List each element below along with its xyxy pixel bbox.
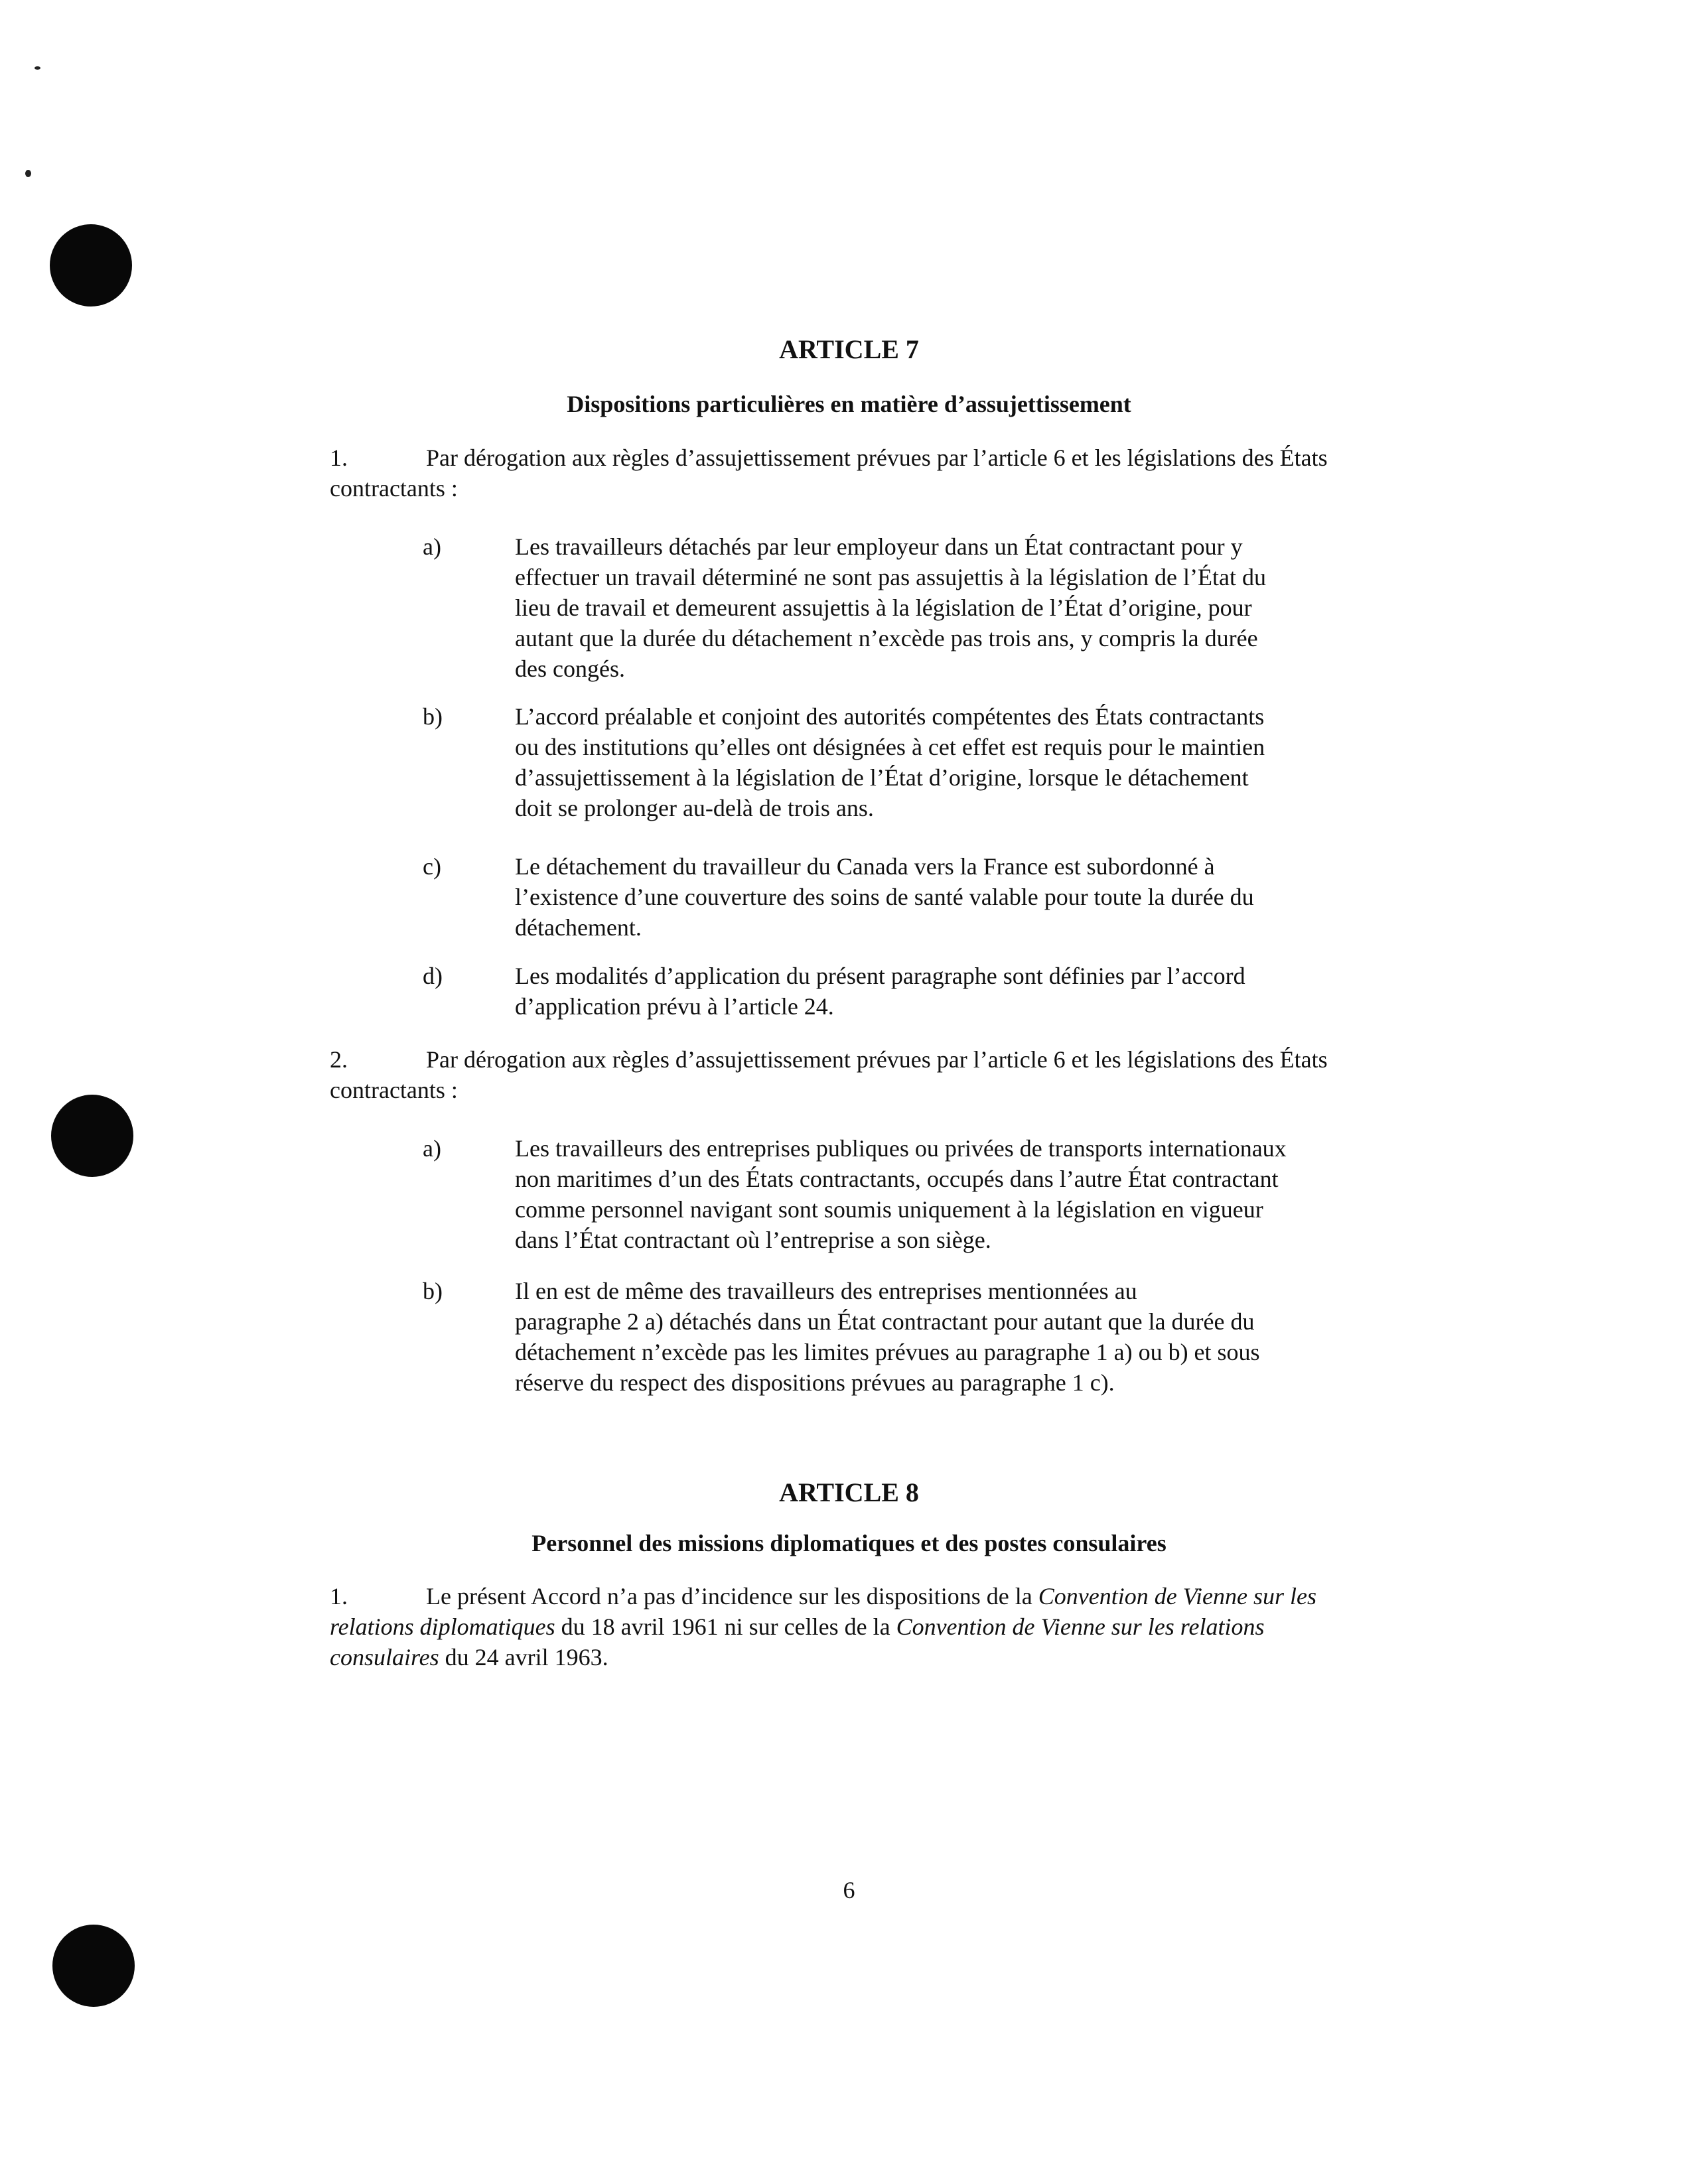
text-line: Les modalités d’application du présent paragraphe sont définies par l’accord (515, 963, 1245, 989)
text-line: L’accord préalable et conjoint des autorités compétentes des États contractants (515, 703, 1265, 730)
text-line: Les travailleurs des entreprises publiques ou privées de transports internationaux (515, 1135, 1287, 1162)
punch-hole-top (50, 224, 132, 307)
text-line: lieu de travail et demeurent assujettis à la législation de l’État d’origine, pour (515, 594, 1252, 621)
item-text (515, 961, 1378, 1022)
paragraph-text-part: du 18 avril 1961 ni sur celles de la (555, 1613, 896, 1640)
article-8-title: ARTICLE 8 (779, 1477, 919, 1507)
paragraph-number: 2. (330, 1046, 348, 1073)
text-line: autant que la durée du détachement n’excède pas trois ans, y compris la durée (515, 625, 1258, 651)
text-line: ou des institutions qu’elles ont désignées à cet effet est requis pour le maintien (515, 734, 1265, 760)
paragraph-text: Par dérogation aux règles d’assujettissement prévues par l’article 6 et les législations des États contractants : (330, 444, 1328, 502)
item-text (515, 851, 1378, 943)
text-line: détachement n’excède pas les limites prévues au paragraphe 1 a) ou b) et sous (515, 1339, 1260, 1365)
item-text (515, 531, 1378, 684)
text-line: doit se prolonger au-delà de trois ans. (515, 795, 874, 821)
text-line: l’existence d’une couverture des soins de santé valable pour toute la durée du (515, 884, 1254, 910)
article-7-paragraph-1 (330, 443, 1365, 504)
article-8-subtitle: Personnel des missions diplomatiques et des postes consulaires (531, 1530, 1167, 1556)
item-label: d) (423, 963, 443, 989)
paragraph-number: 1. (330, 444, 348, 471)
text-line: dans l’État contractant où l’entreprise a son siège. (515, 1227, 991, 1253)
text-line: d’assujettissement à la législation de l’État d’origine, lorsque le détachement (515, 764, 1249, 791)
text-line: Les travailleurs détachés par leur employeur dans un État contractant pour y (515, 533, 1243, 560)
text-line: paragraphe 2 a) détachés dans un État contractant pour autant que la durée du (515, 1308, 1255, 1335)
text-line: effectuer un travail déterminé ne sont pas assujettis à la législation de l’État du (515, 564, 1266, 590)
scan-speck (35, 66, 40, 70)
item-label: a) (423, 1135, 441, 1162)
paragraph-number: 1. (330, 1583, 348, 1609)
text-line: Le détachement du travailleur du Canada vers la France est subordonné à (515, 853, 1215, 880)
article-7-title: ARTICLE 7 (779, 334, 919, 364)
text-line: d’application prévu à l’article 24. (515, 993, 834, 1020)
item-text (515, 1276, 1378, 1398)
treaty-title-consular: Convention de Vienne sur les relations consulaires (330, 1613, 1265, 1671)
text-line: réserve du respect des dispositions prévues au paragraphe 1 c). (515, 1369, 1115, 1396)
paragraph-text: Par dérogation aux règles d’assujettissement prévues par l’article 6 et les législations des États contractants : (330, 1046, 1328, 1103)
punch-hole-bottom (52, 1925, 135, 2007)
article-8-paragraph-1 (330, 1581, 1365, 1672)
item-label: b) (423, 1278, 443, 1304)
page-number: 6 (843, 1877, 855, 1903)
text-line: détachement. (515, 914, 642, 941)
article-7-subtitle: Dispositions particulières en matière d’assujettissement (567, 391, 1131, 417)
item-text (515, 1133, 1378, 1255)
scan-speck (25, 170, 31, 177)
article-7-paragraph-2 (330, 1044, 1365, 1105)
text-line: des congés. (515, 655, 625, 682)
text-line: comme personnel navigant sont soumis uniquement à la législation en vigueur (515, 1196, 1263, 1223)
item-label: a) (423, 533, 441, 560)
item-label: b) (423, 703, 443, 730)
paragraph-text-part: Le présent Accord n’a pas d’incidence sur les dispositions de la (426, 1583, 1038, 1609)
treaty-title-diplomatic: Convention de Vienne sur les relations diplomatiques (330, 1583, 1316, 1640)
text-line: Il en est de même des travailleurs des entreprises mentionnées au (515, 1278, 1137, 1304)
item-text (515, 701, 1378, 823)
text-line: non maritimes d’un des États contractants, occupés dans l’autre État contractant (515, 1166, 1279, 1192)
punch-hole-middle (51, 1095, 133, 1177)
paragraph-text-part: du 24 avril 1963. (439, 1644, 608, 1671)
item-label: c) (423, 853, 441, 880)
